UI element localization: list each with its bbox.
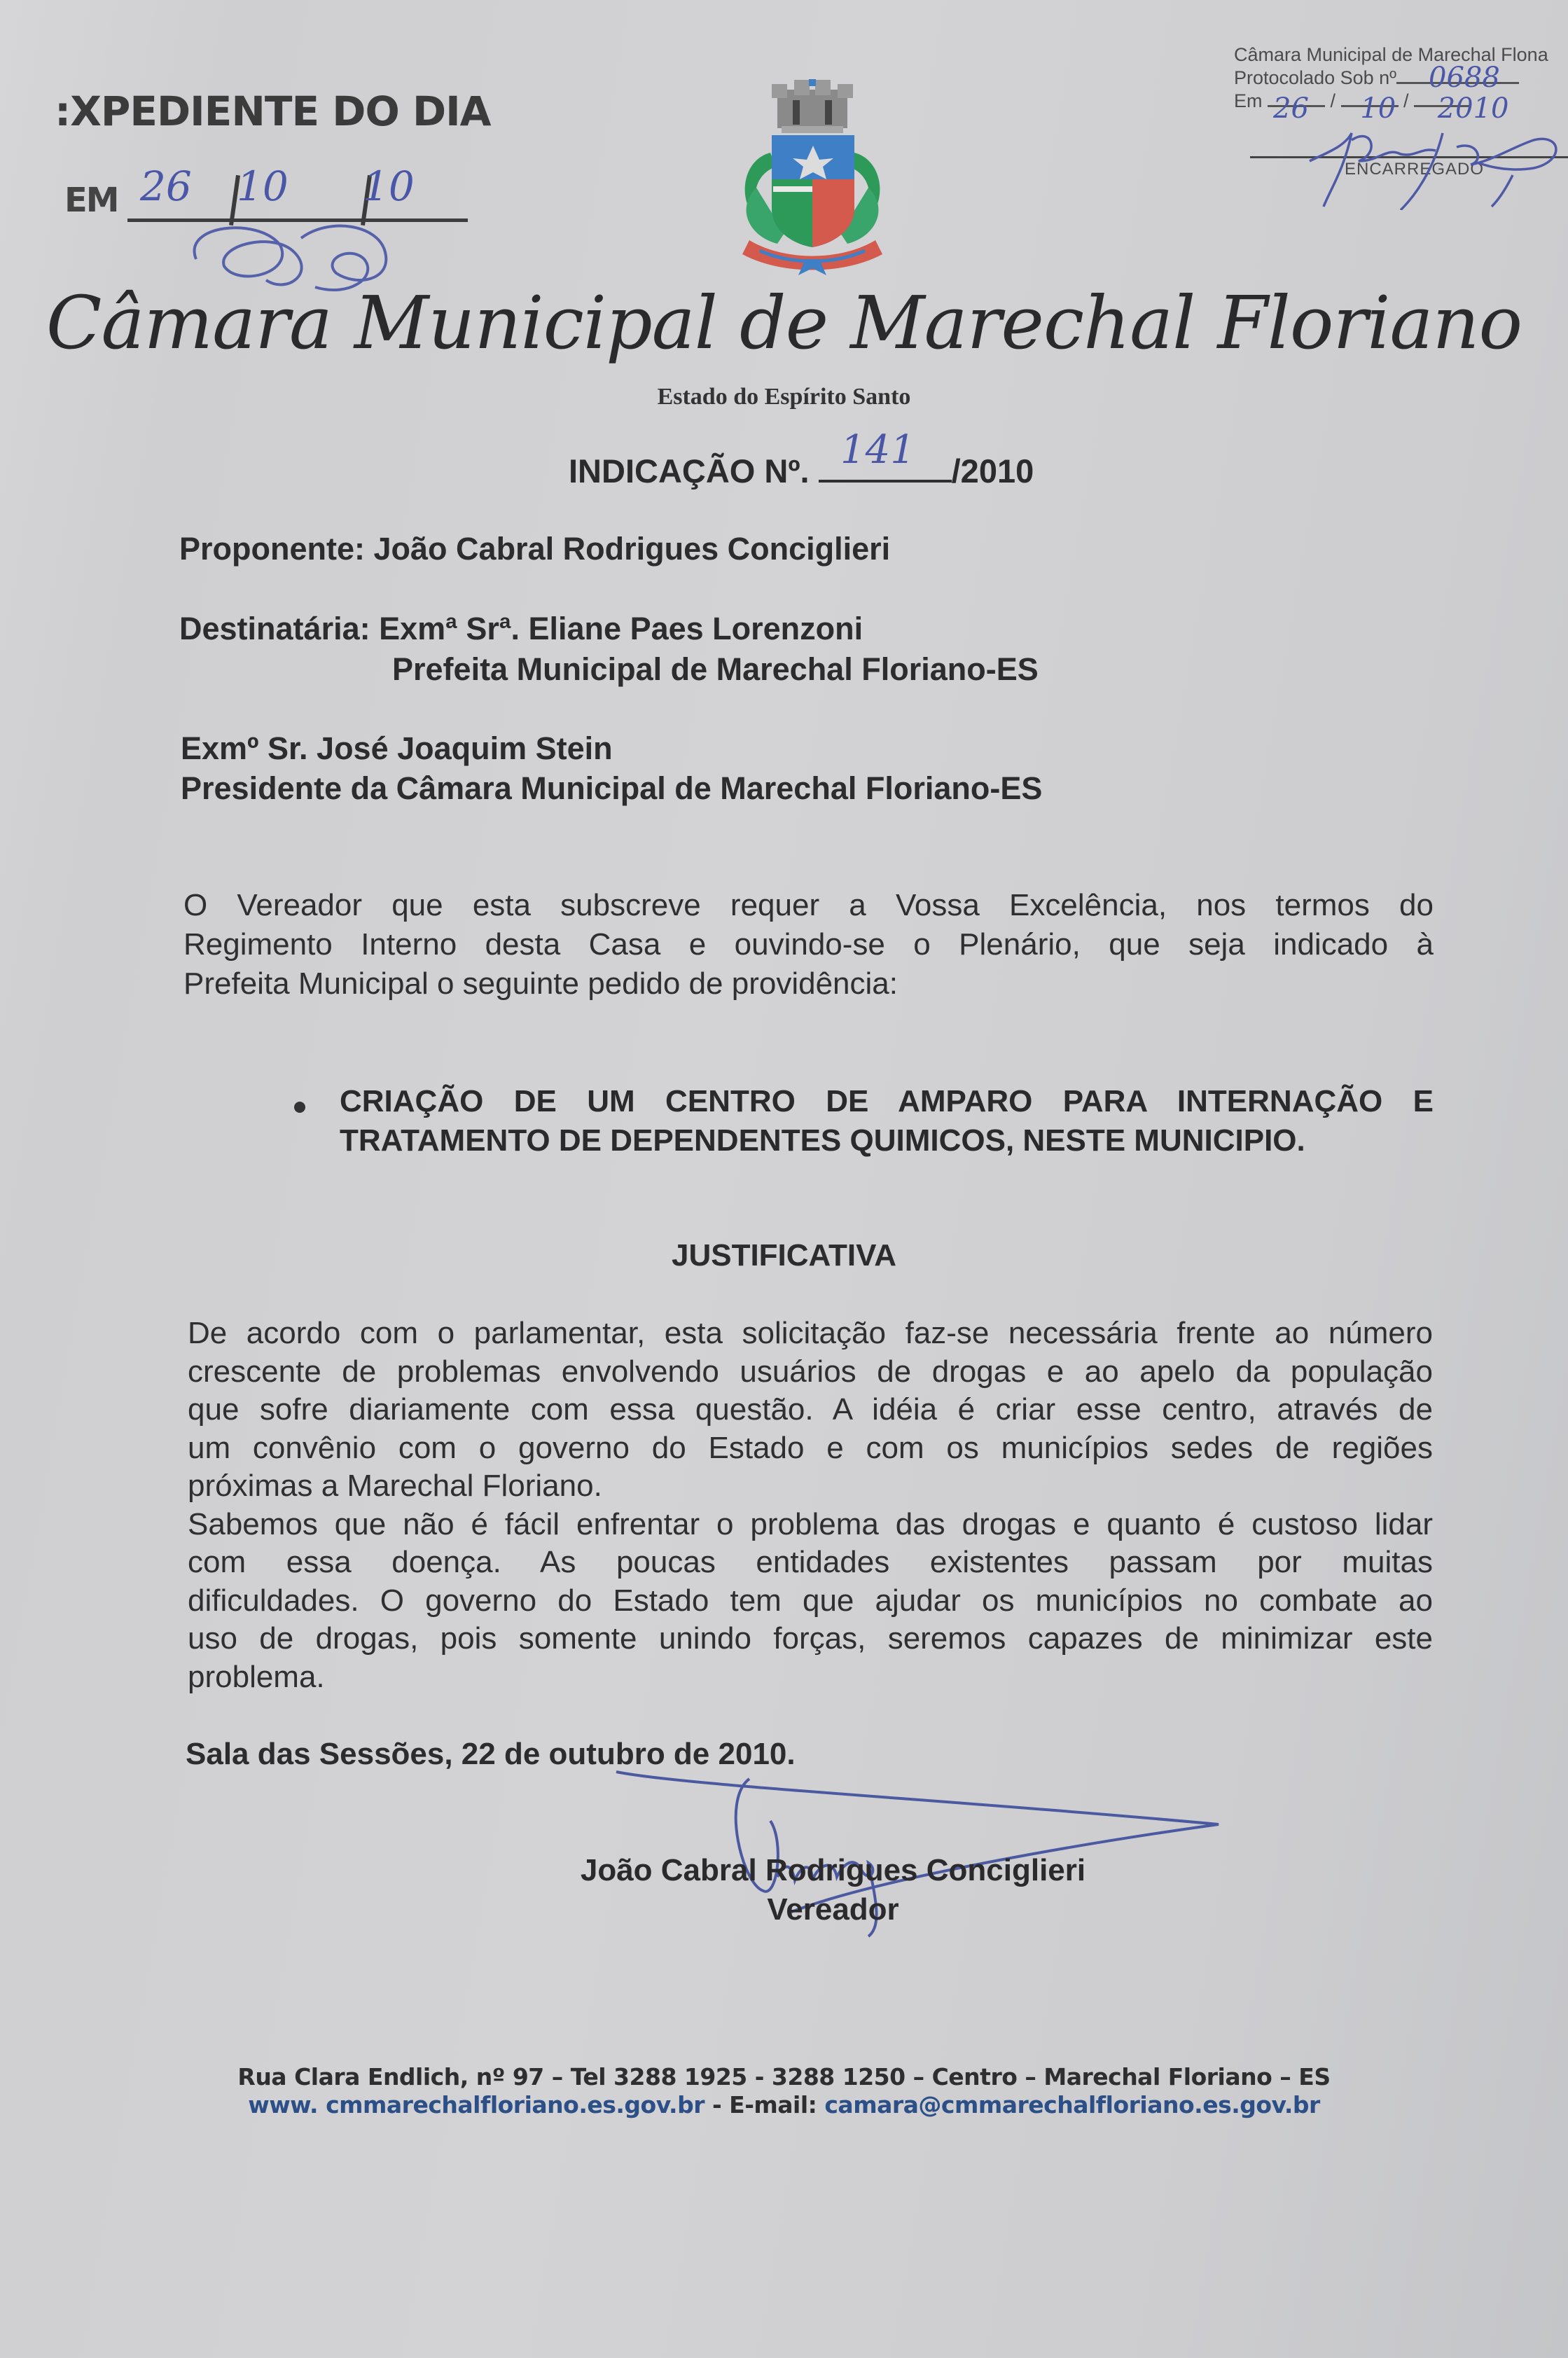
institution-subtitle: Estado do Espírito Santo (657, 384, 911, 410)
protocol-label: Protocolado Sob nº (1234, 67, 1397, 88)
indicacao-heading (569, 452, 1034, 490)
institution-title: Câmara Municipal de Marechal Floriano (46, 280, 1522, 366)
coat-of-arms-logo (721, 76, 903, 279)
justificativa-line: um convênio com o governo do Estado e com os municípios sedes de regiões (188, 1430, 1433, 1465)
justificativa-line: crescente de problemas envolvendo usuários de drogas e ao apelo da população (188, 1354, 1433, 1389)
footer-contact (0, 2091, 1568, 2118)
protocol-month: 10 (1360, 92, 1396, 125)
intro-line: Regimento Interno desta Casa e ouvindo-se o Plenário, que seja indicado à (183, 927, 1434, 962)
second-addressee-role: Presidente da Câmara Municipal de Marechal Floriano-ES (181, 770, 1043, 806)
request-line: CRIAÇÃO DE UM CENTRO DE AMPARO PARA INTERNAÇÃO E (340, 1084, 1434, 1118)
footer-email-link[interactable]: camara@cmmarechalfloriano.es.gov.br (824, 2091, 1320, 2118)
destinataria-line (179, 611, 863, 647)
protocol-role-label: ENCARREGADO (1345, 160, 1485, 179)
intro-paragraph (183, 886, 1434, 1004)
destinataria-name: Exmª Srª. Eliane Paes Lorenzoni (379, 611, 863, 646)
proponente-line (179, 531, 890, 567)
request-item (340, 1082, 1434, 1160)
destinataria-role: Prefeita Municipal de Marechal Floriano-ES (392, 651, 1039, 687)
request-line: TRATAMENTO DE DEPENDENTES QUIMICOS, NESTE MUNICIPIO. (340, 1123, 1305, 1158)
protocol-signature (1303, 119, 1568, 210)
justificativa-body (188, 1315, 1433, 1696)
expediente-year: 10 (363, 162, 415, 210)
footer-email-label: - E-mail: (704, 2091, 825, 2118)
proponente-label: Proponente: (179, 531, 365, 567)
justificativa-line: próximas a Marechal Floriano. (188, 1469, 602, 1503)
indicacao-year: /2010 (951, 452, 1034, 490)
signer-role: Vereador (767, 1892, 899, 1927)
justificativa-title: JUSTIFICATIVA (671, 1238, 897, 1272)
place-date: Sala das Sessões, 22 de outubro de 2010. (186, 1737, 796, 1771)
expediente-em-label: EM (64, 181, 118, 220)
footer-address: Rua Clara Endlich, nº 97 – Tel 3288 1925 - 3288 1250 – Centro – Marechal Floriano – ES (237, 2063, 1331, 2090)
justificativa-line: dificuldades. O governo do Estado tem que ajudar os municípios no combate ao (188, 1583, 1433, 1618)
expediente-day: 26 (140, 162, 192, 210)
indicacao-label: INDICAÇÃO Nº. (569, 452, 810, 490)
intro-line: O Vereador que esta subscreve requer a Vossa Excelência, nos termos do (183, 888, 1434, 922)
justificativa-line: Sabemos que não é fácil enfrentar o problema das drogas e quanto é custoso lidar (188, 1506, 1433, 1541)
protocol-year: 2010 (1437, 92, 1509, 125)
justificativa-line: uso de drogas, pois somente unindo forças, seremos capazes de minimizar este (188, 1621, 1433, 1656)
signer-name: João Cabral Rodrigues Conciglieri (580, 1853, 1086, 1887)
protocol-number-row (1234, 67, 1548, 90)
footer-website-link[interactable]: www. cmmarechalfloriano.es.gov.br (248, 2091, 705, 2118)
protocol-date-label: Em (1234, 90, 1263, 111)
protocol-date-row: Em / / (1234, 90, 1548, 113)
justificativa-line: que sofre diariamente com essa questão. A idéia é criar esse centro, através de (188, 1392, 1433, 1427)
justificativa-line: problema. (188, 1659, 325, 1694)
protocol-day: 26 (1273, 92, 1309, 125)
expediente-stamp-title: :XPEDIENTE DO DIA (55, 88, 491, 135)
justificativa-line: com essa doença. As poucas entidades existentes passam por muitas (188, 1545, 1433, 1579)
intro-line: Prefeita Municipal o seguinte pedido de providência: (183, 966, 898, 1001)
protocol-stamp-header: Câmara Municipal de Marechal Flona (1234, 44, 1548, 65)
second-addressee-name: Exmº Sr. José Joaquim Stein (181, 730, 613, 766)
proponente-name: João Cabral Rodrigues Conciglieri (373, 531, 891, 567)
expediente-month: 10 (237, 162, 289, 210)
bullet-icon (294, 1102, 305, 1113)
protocol-number: 0688 (1429, 62, 1500, 94)
destinataria-label: Destinatária: (179, 611, 370, 646)
indicacao-number: 141 (840, 427, 915, 473)
justificativa-line: De acordo com o parlamentar, esta solicitação faz-se necessária frente ao número (188, 1316, 1433, 1350)
